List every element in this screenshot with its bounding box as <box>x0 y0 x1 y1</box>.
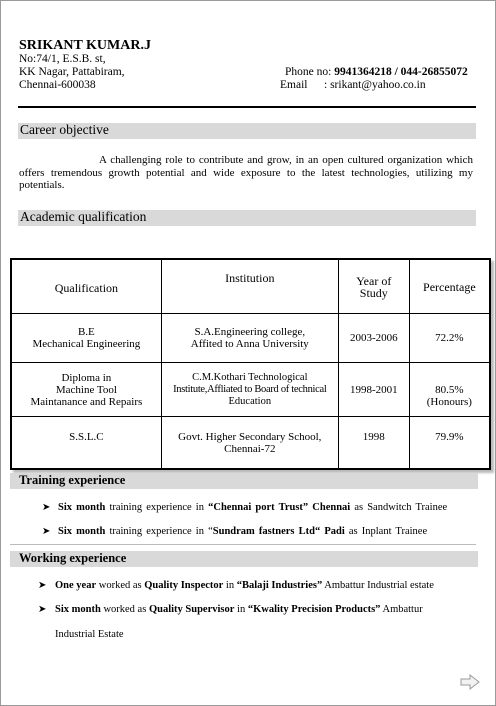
career-objective-body: A challenging role to contribute and grow, in an open cultured organization which offers tremendous growth potential and wide exposure to the latest technologies, utilizing my potentials. <box>19 154 473 191</box>
qualification-line: Maintanance and Repairs <box>30 395 143 408</box>
work-location: Ambattur <box>380 604 423 615</box>
working-heading-band <box>10 551 478 567</box>
institution-line: Govt. Higher Secondary School, <box>178 431 322 443</box>
table-row <box>11 314 490 363</box>
cell-percentage <box>409 314 490 363</box>
working-item <box>55 604 423 615</box>
percentage-line: (Honours) <box>426 395 472 408</box>
training-org: Sundram fastners Ltd“ Padi <box>212 526 345 537</box>
training-role: as Sandwitch Trainee <box>350 502 448 513</box>
institution-line: Institute,Affliated to Board of technical <box>173 383 327 395</box>
work-company: “Balaji Industries” <box>236 580 323 591</box>
training-duration: Six month <box>58 526 106 537</box>
training-item <box>58 502 447 513</box>
bullet-arrow-icon: ➤ <box>38 604 47 615</box>
col-qualification: Qualification <box>11 259 161 314</box>
working-item-continuation: Industrial Estate <box>55 629 124 640</box>
header-divider <box>18 106 476 108</box>
qualification-line: B.E <box>77 326 95 338</box>
training-org: “Chennai port Trust” Chennai <box>208 502 351 513</box>
institution-line: Chennai-72 <box>224 443 276 455</box>
next-page-arrow-icon[interactable] <box>460 674 480 690</box>
academic-heading: Academic qualification <box>20 209 147 224</box>
working-heading: Working experience <box>19 551 127 565</box>
qualification-line: S.S.L.C <box>69 431 104 443</box>
work-role: Quality Inspector <box>144 580 224 591</box>
work-company: “Kwality Precision Products” <box>247 604 381 615</box>
institution-line: S.A.Engineering college, <box>194 326 306 338</box>
address-line-2: KK Nagar, Pattabiram, <box>19 66 125 78</box>
table-header-row <box>11 259 490 314</box>
qualification-line: Mechanical Engineering <box>32 338 141 350</box>
academic-heading-band <box>18 210 476 226</box>
candidate-name: SRIKANT KUMAR.J <box>19 38 151 53</box>
work-duration: Six month <box>55 604 101 615</box>
address-line-3: Chennai-600038 <box>19 79 96 91</box>
training-heading-band <box>10 473 478 489</box>
cell-percentage <box>409 417 490 469</box>
col-year: Year of Study <box>338 259 409 314</box>
work-text: worked as <box>96 580 145 591</box>
work-location: Ambattur Industrial estate <box>322 580 434 591</box>
cell-qualification <box>11 417 161 469</box>
bullet-arrow-icon: ➤ <box>42 502 51 513</box>
qualification-line: Machine Tool <box>55 383 117 396</box>
email-label: Email <box>280 79 308 91</box>
work-role: Quality Supervisor <box>148 604 235 615</box>
bullet-arrow-icon: ➤ <box>42 526 51 537</box>
cell-year: 1998-2001 <box>338 363 409 417</box>
training-text: training experience in <box>105 502 209 513</box>
working-item <box>55 580 434 591</box>
percentage-line: 72.2% <box>435 332 464 344</box>
bullet-arrow-icon: ➤ <box>38 580 47 591</box>
phone-value: 9941364218 / 044-26855072 <box>334 66 468 78</box>
institution-line: C.M.Kothari Technological <box>192 371 308 383</box>
work-text: worked as <box>100 604 149 615</box>
cell-qualification <box>11 363 161 417</box>
cell-year: 2003-2006 <box>338 314 409 363</box>
percentage-line: 80.5% <box>435 383 464 396</box>
institution-line: Education <box>228 395 272 407</box>
percentage-line: 79.9% <box>435 431 464 443</box>
table-row <box>11 417 490 469</box>
cell-institution <box>161 417 338 469</box>
cell-qualification <box>11 314 161 363</box>
phone-row <box>285 66 468 78</box>
work-text: in <box>223 580 237 591</box>
cell-year: 1998 <box>338 417 409 469</box>
training-item <box>58 526 427 537</box>
training-heading: Training experience <box>19 473 126 487</box>
section-divider <box>10 544 476 545</box>
qualification-line: Diploma in <box>61 371 112 384</box>
academic-table <box>10 258 491 470</box>
career-objective-heading: Career objective <box>20 122 109 137</box>
work-duration: One year <box>55 580 97 591</box>
cell-institution <box>161 363 338 417</box>
address-line-1: No:74/1, E.S.B. st, <box>19 53 106 65</box>
career-objective-heading-band <box>18 123 476 139</box>
email-row <box>280 79 426 91</box>
work-text: in <box>234 604 248 615</box>
table-row <box>11 363 490 417</box>
cell-percentage <box>409 363 490 417</box>
training-role: as Inplant Trainee <box>344 526 428 537</box>
training-duration: Six month <box>58 502 106 513</box>
col-institution: Institution <box>161 259 338 314</box>
career-objective-text <box>19 154 473 192</box>
training-text: training experience in “ <box>105 526 213 537</box>
phone-label: Phone no: <box>285 66 332 78</box>
cell-institution <box>161 314 338 363</box>
email-value: : srikant@yahoo.co.in <box>324 79 426 91</box>
institution-line: Affited to Anna University <box>190 338 309 350</box>
col-percentage: Percentage <box>409 259 490 314</box>
